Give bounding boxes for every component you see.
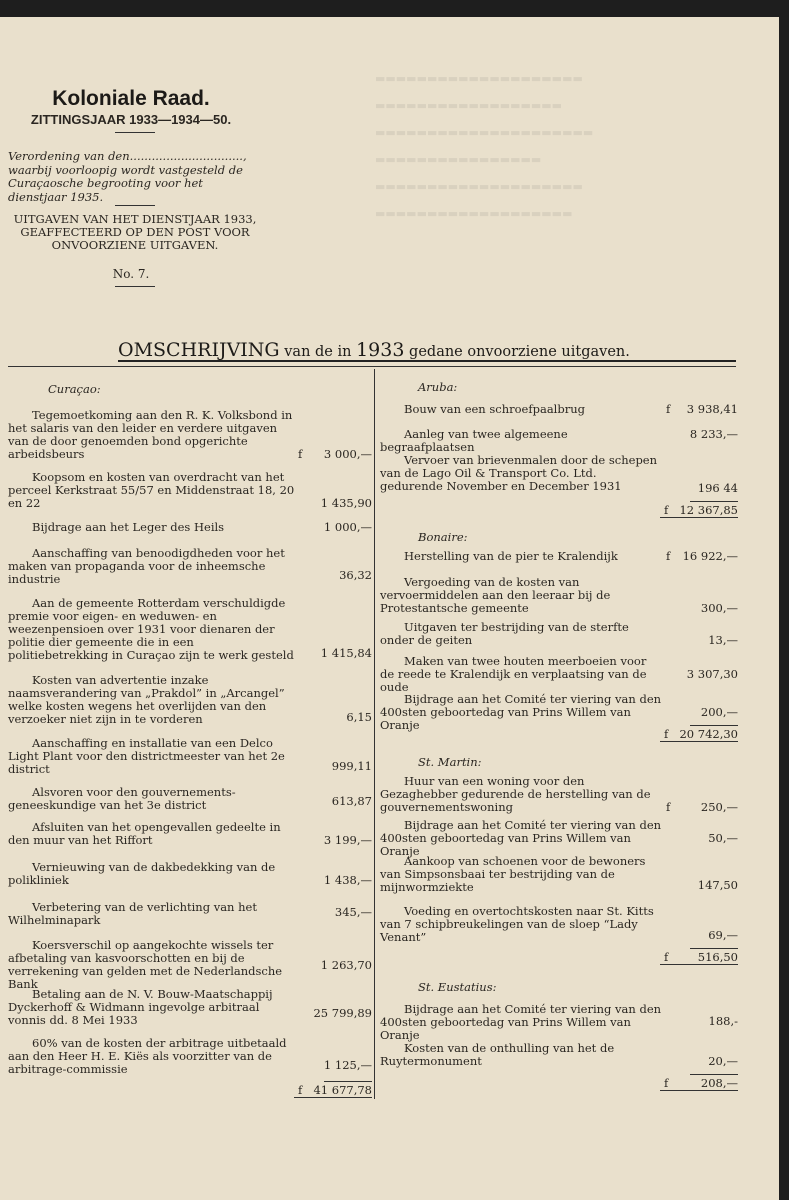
total-amount: 208,—: [700, 1076, 738, 1090]
item-amount: 300,—: [700, 601, 738, 615]
item-amount: 3 938,41: [686, 402, 738, 416]
currency-mark: f: [666, 800, 671, 814]
section-label-st-eustatius: St. Eustatius:: [418, 980, 497, 994]
subtotal-rule: [690, 1074, 738, 1075]
item-amount: 25 799,89: [313, 1006, 372, 1020]
item-text: Vergoeding van de kosten van vervoermiddelen aan den leeraar bij de Protestantsche gemeente: [380, 575, 611, 615]
item-amount: 250,—: [700, 800, 738, 814]
item-text: Koopsom en kosten van overdracht van het perceel Kerkstraat 55/57 en Middenstraat 18, 20 en 22: [8, 470, 295, 510]
list-item: [380, 428, 738, 454]
item-amount: 345,—: [334, 905, 372, 919]
list-item: [8, 861, 372, 887]
table-top-rule: [8, 366, 736, 367]
list-item: [8, 597, 372, 662]
list-item: [380, 550, 738, 563]
section-total: [660, 1077, 738, 1091]
list-item: [380, 403, 738, 416]
item-amount: 6,15: [346, 710, 372, 724]
item-text: Aanleg van twee algemeene begraafplaatsen: [380, 427, 568, 454]
list-item: [8, 674, 372, 726]
list-item: [8, 521, 372, 534]
item-amount: 1 438,—: [323, 873, 372, 887]
item-amount: 13,—: [708, 633, 738, 647]
item-text: Vervoer van brievenmalen door de schepen van de Lago Oil & Transport Co. Ltd. gedurende November en December 1931: [380, 453, 658, 493]
item-amount: 50,—: [708, 831, 738, 845]
currency-mark: f: [666, 549, 671, 563]
list-item: [380, 775, 738, 814]
list-item: [8, 1037, 372, 1076]
item-amount: 1 435,90: [320, 496, 372, 510]
item-text: Aanschaffing van benoodigdheden voor het maken van propaganda voor de inheemsche industrie: [8, 546, 285, 586]
expenditure-caption: UITGAVEN VAN HET DIENSTJAAR 1933, GEAFFECTEERD OP DEN POST VOOR ONVOORZIENE UITGAVEN.: [13, 212, 257, 252]
item-amount: 20,—: [708, 1054, 738, 1068]
list-item: [380, 621, 738, 647]
currency-mark: f: [664, 950, 669, 964]
divider: [115, 132, 155, 133]
section-label-aruba: Aruba:: [418, 380, 458, 394]
total-amount: 516,50: [697, 950, 738, 964]
item-text: Vernieuwing van de dakbedekking van de polikliniek: [8, 860, 276, 887]
list-item: [380, 905, 738, 944]
section-total: [294, 1084, 372, 1098]
item-amount: 1 415,84: [320, 646, 372, 660]
item-text: Aan de gemeente Rotterdam verschuldigde premie voor eigen- en weduwen- en weezenpensioen over 1931 voor dienaren der politie dier gemeente die in een politiebetrekking in Curaçao zijn te werk gesteld: [8, 596, 294, 662]
session-year: ZITTINGSJAAR 1933—1934—50.: [30, 112, 232, 127]
list-item: [8, 939, 372, 991]
document-number: No. 7.: [112, 267, 150, 281]
currency-mark: f: [666, 402, 671, 416]
currency-mark: f: [664, 1076, 669, 1090]
item-amount: 3 199,—: [323, 833, 372, 847]
currency-mark: f: [664, 503, 669, 517]
item-text: Maken van twee houten meerboeien voor de reede te Kralendijk en verplaatsing van de oude: [380, 654, 647, 694]
item-amount: 999,11: [331, 759, 372, 773]
subtotal-rule: [690, 725, 738, 726]
section-total: [660, 951, 738, 965]
item-text: Aanschaffing en installatie van een Delco Light Plant voor den districtmeester van het 2e district: [8, 736, 285, 776]
item-amount: 1 263,70: [320, 958, 372, 972]
total-amount: 20 742,30: [679, 727, 738, 741]
heading-year: 1933: [356, 339, 405, 361]
divider: [115, 205, 155, 206]
heading-mid1: van de in: [279, 344, 357, 360]
heading-big: OMSCHRIJVING: [118, 339, 280, 361]
list-item: [8, 737, 372, 776]
heading-mid2: gedane onvoorziene uitgaven.: [404, 344, 630, 360]
total-amount: 12 367,85: [679, 503, 738, 517]
item-text: 60% van de kosten der arbitrage uitbetaald aan den Heer H. E. Kiës als voorzitter van de arbitrage-commissie: [8, 1036, 287, 1076]
item-text: Huur van een woning voor den Gezaghebber gedurende de herstelling van de gouvernementswoning: [380, 774, 651, 814]
currency-mark: f: [298, 447, 303, 461]
total-amount: 41 677,78: [313, 1083, 372, 1097]
section-total: [660, 728, 738, 742]
subtotal-rule: [690, 501, 738, 502]
item-text: Aankoop van schoenen voor de bewoners van Simpsonsbaai ter bestrijding van de mijnwormziekte: [380, 854, 646, 894]
curacao-column: [8, 369, 372, 1109]
item-text: Koersverschil op aangekochte wissels ter afbetaling van kasvoorschotten en bij de verrekening van gelden met de Nederlandsche Bank: [8, 938, 283, 991]
list-item: [8, 471, 372, 510]
list-item: [380, 576, 738, 615]
item-amount: 36,32: [339, 568, 372, 582]
item-text: Bijdrage aan het Comité ter viering van den 400sten geboortedag van Prins Willem van Oranje: [380, 1002, 662, 1042]
list-item: [8, 786, 372, 812]
item-amount: 3 307,30: [686, 667, 738, 681]
item-amount: 16 922,—: [682, 549, 738, 563]
item-text: Uitgaven ter bestrijding van de sterfte onder de geiten: [380, 620, 629, 647]
item-amount: 200,—: [700, 705, 738, 719]
item-amount: 69,—: [708, 928, 738, 942]
item-text: Herstelling van de pier te Kralendijk: [404, 549, 618, 563]
list-item: [380, 819, 738, 858]
currency-mark: f: [664, 727, 669, 741]
item-amount: 8 233,—: [689, 427, 738, 441]
page-heading: [118, 339, 630, 361]
document-page: [0, 17, 779, 1200]
section-label-bonaire: Bonaire:: [418, 530, 468, 544]
item-text: Voeding en overtochtskosten naar St. Kitts van 7 schipbreukelingen van de sloep “Lady Venant”: [380, 904, 654, 944]
item-text: Bijdrage aan het Comité ter viering van den 400sten geboortedag van Prins Willem van Oranje: [380, 692, 662, 732]
list-item: [380, 1003, 738, 1042]
item-text: Bouw van een schroefpaalbrug: [404, 402, 585, 416]
section-label-st-martin: St. Martin:: [418, 755, 482, 769]
subtotal-rule: [324, 1081, 372, 1082]
list-item: [8, 901, 372, 927]
section-label-curacao: Curaçao:: [48, 382, 101, 396]
item-text: Verbetering van de verlichting van het Wilhelminapark: [8, 900, 257, 927]
item-amount: 1 000,—: [323, 520, 372, 534]
item-amount: 147,50: [697, 878, 738, 892]
item-text: Betaling aan de N. V. Bouw-Maatschappij Dyckerhoff & Widmann ingevolge arbitraal vonnis dd. 8 Mei 1933: [8, 987, 273, 1027]
list-item: [8, 821, 372, 847]
column-separator: [374, 369, 375, 1099]
item-amount: 1 125,—: [323, 1058, 372, 1072]
item-text: Tegemoetkoming aan den R. K. Volksbond in het salaris van den leider en verdere uitgaven van de door genoemden bond opgerichte arbeidsbeurs: [8, 408, 293, 461]
divider: [115, 286, 155, 287]
item-amount: 3 000,—: [323, 447, 372, 461]
subtotal-rule: [690, 948, 738, 949]
islands-column: [380, 369, 738, 1109]
list-item: [380, 655, 738, 694]
bleed-through-texture: ▬▬▬▬▬▬▬▬▬▬▬▬▬▬▬▬▬▬▬▬ ▬▬▬▬▬▬▬▬▬▬▬▬▬▬▬▬▬▬ ▬▬▬▬▬▬▬▬▬▬▬▬▬▬▬▬▬▬▬▬▬ ▬▬▬▬▬▬▬▬▬▬▬▬▬▬▬▬ ▬▬▬▬▬▬▬▬▬▬▬▬▬▬▬▬▬▬▬▬ ▬▬▬▬▬▬▬▬▬▬▬▬▬▬▬▬▬▬▬: [375, 72, 594, 220]
council-title: Koloniale Raad.: [52, 87, 210, 110]
item-amount: 613,87: [331, 794, 372, 808]
list-item: [380, 454, 738, 493]
item-text: Afsluiten van het opengevallen gedeelte in den muur van het Riffort: [8, 820, 281, 847]
item-text: Bijdrage aan het Comité ter viering van den 400sten geboortedag van Prins Willem van Oranje: [380, 818, 662, 858]
section-total: [660, 504, 738, 518]
list-item: [8, 547, 372, 586]
item-text: Bijdrage aan het Leger des Heils: [32, 520, 225, 534]
currency-mark: f: [298, 1083, 303, 1097]
item-text: Alsvoren voor den gouvernements-geneeskundige van het 3e district: [8, 785, 236, 812]
list-item: [380, 855, 738, 894]
item-amount: 196 44: [697, 481, 738, 495]
list-item: [380, 1042, 738, 1068]
heading-rule: [118, 360, 736, 362]
ordinance-text: Verordening van den..............................., waarbij voorloopig wordt vastgesteld de Curaçaosche begrooting voor het dienstjaar 1935.: [8, 149, 247, 204]
item-amount: 188,-: [708, 1014, 738, 1028]
list-item: [8, 988, 372, 1027]
item-text: Kosten van advertentie inzake naamsverandering van „Prakdol” in „Arcangel” welke kosten wegens het overlijden van den verzoeker niet zijn in te vorderen: [8, 673, 285, 726]
item-text: Kosten van de onthulling van het de Ruytermonument: [380, 1041, 615, 1068]
list-item: [8, 409, 372, 461]
